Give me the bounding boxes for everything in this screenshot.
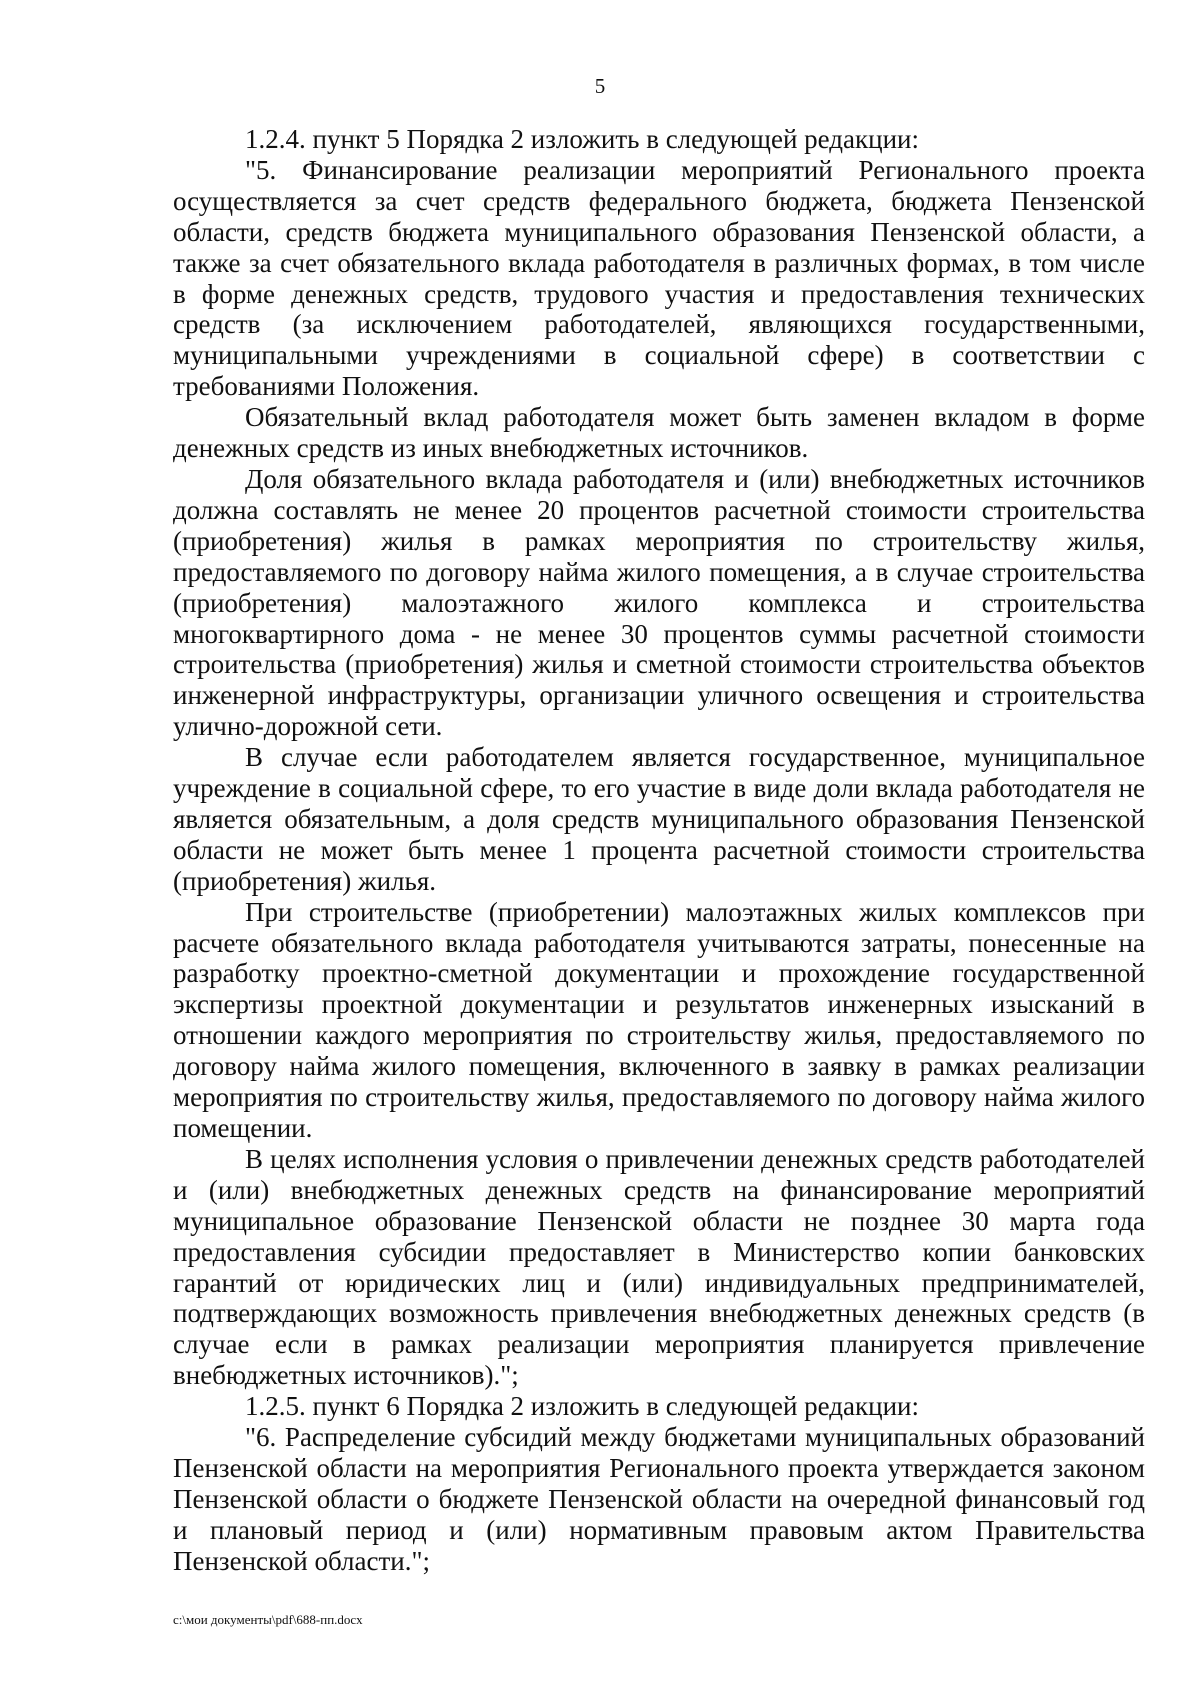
paragraph-contribution-share: Доля обязательного вклада работодателя и (или) внебюджетных источников должна составлять не менее 20 процентов расчетной стоимости строительства (приобретения) жилья в рамках мероприятия по строительству жилья, предоставляемого по договору найма жилого помещения, а в случае строительства (приобретения) малоэтажного жилого комплекса и строительства многоквартирного дома - не менее 30 процентов суммы расчетной стоимости строительства (приобретения) жилья и сметной стоимости строительства объектов инженерной инфраструктуры, организации уличного освещения и строительства улично-дорожной сети.	[173, 463, 1145, 742]
paragraph-mandatory-contribution: Обязательный вклад работодателя может быть заменен вкладом в форме денежных средств из иных внебюджетных источников.	[173, 402, 1145, 464]
paragraph-state-employer: В случае если работодателем является государственное, муниципальное учреждение в социальной сфере, то его участие в виде доли вклада работодателя не является обязательным, а доля средств муниципального образования Пензенской области не может быть менее 1 процента расчетной стоимости строительства (приобретения) жилья.	[173, 742, 1145, 896]
document-body	[173, 124, 1145, 1577]
paragraph-point-6: "6. Распределение субсидий между бюджетами муниципальных образований Пензенской области на мероприятия Регионального проекта утверждается законом Пензенской области о бюджете Пензенской области на очередной финансовый год и плановый период и (или) нормативным правовым актом Правительства Пензенской области.";	[173, 1422, 1145, 1576]
paragraph-point-5: "5. Финансирование реализации мероприятий Регионального проекта осуществляется за счет средств федерального бюджета, бюджета Пензенской области, средств бюджета муниципального образования Пензенской области, а также за счет обязательного вклада работодателя в различных формах, в том числе в форме денежных средств, трудового участия и предоставления технических средств (за исключением работодателей, являющихся государственными, муниципальными учреждениями в социальной сфере) в соответствии с требованиями Положения.	[173, 154, 1145, 402]
page-number: 5	[594, 74, 606, 98]
paragraph-low-rise-costs: При строительстве (приобретении) малоэтажных жилых комплексов при расчете обязательного вклада работодателя учитываются затраты, понесенные на разработку проектно-сметной документации и прохождение государственной экспертизы проектной документации и результатов инженерных изысканий в отношении каждого мероприятия по строительству жилья, предоставляемого по договору найма жилого помещения, включенного в заявку в рамках реализации мероприятия по строительству жилья, предоставляемого по договору найма жилого помещении.	[173, 896, 1145, 1143]
footer-file-path: c:\мои документы\pdf\688-пп.docx	[173, 1612, 363, 1627]
paragraph-bank-guarantees: В целях исполнения условия о привлечении денежных средств работодателей и (или) внебюджетных денежных средств на финансирование мероприятий муниципальное образование Пензенской области не позднее 30 марта года предоставления субсидии предоставляет в Министерство копии банковских гарантий от юридических лиц и (или) индивидуальных предпринимателей, подтверждающих возможность привлечения внебюджетных денежных средств (в случае если в рамках реализации мероприятия планируется привлечение внебюджетных источников).";	[173, 1143, 1145, 1391]
paragraph-1-2-4: 1.2.4. пункт 5 Порядка 2 изложить в следующей редакции:	[245, 124, 919, 154]
paragraph-1-2-5: 1.2.5. пункт 6 Порядка 2 изложить в следующей редакции:	[245, 1391, 919, 1422]
